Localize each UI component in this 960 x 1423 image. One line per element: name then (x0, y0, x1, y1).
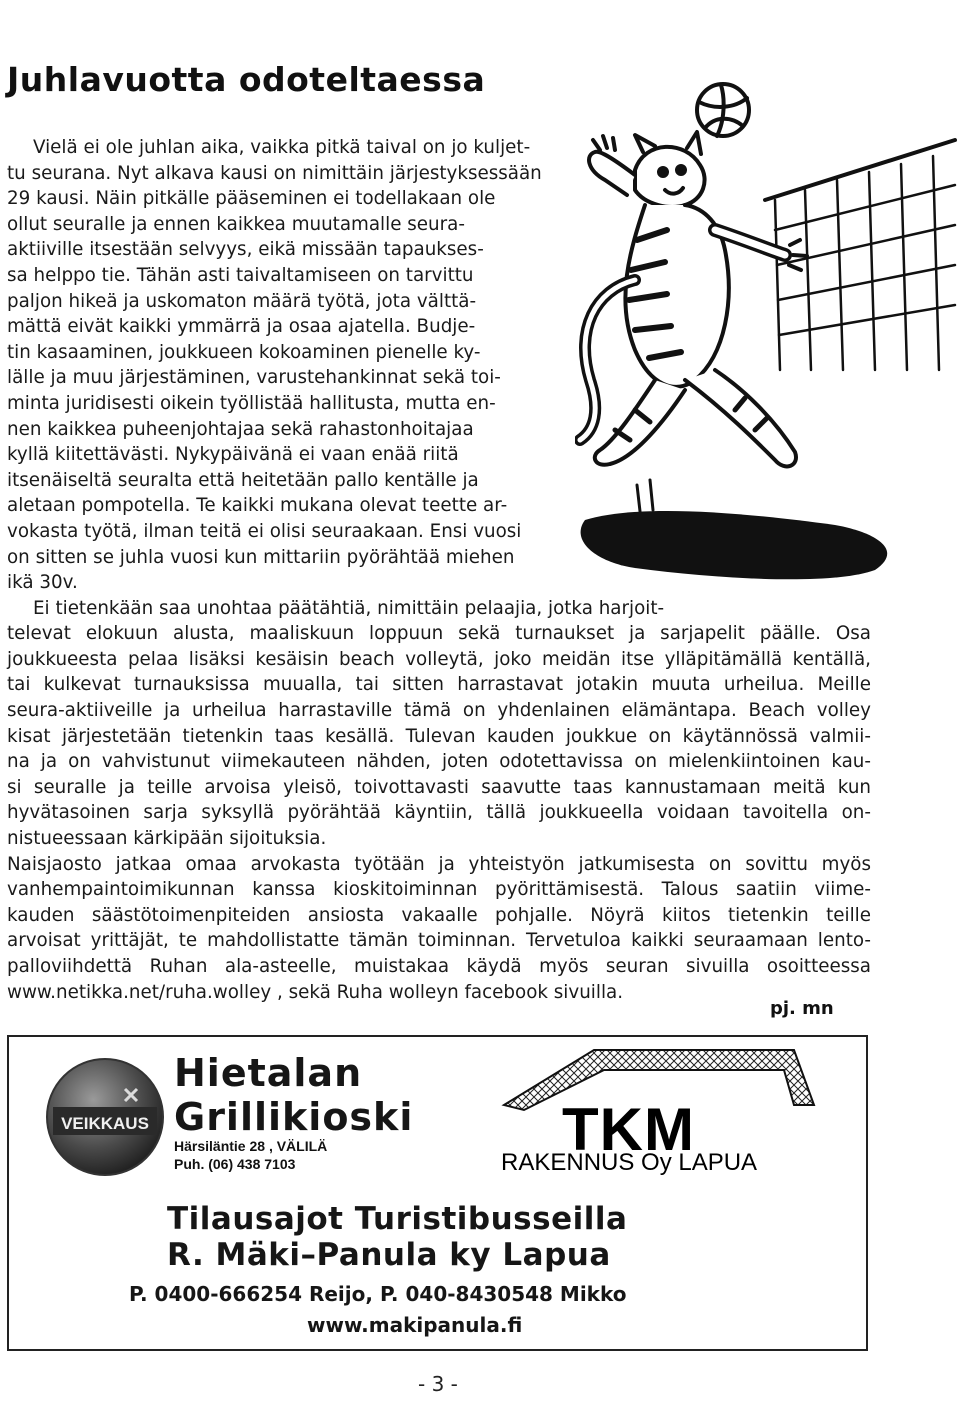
article-line: seura-aktiiveille ja urheilua harrastaville tämä on yhdenlainen elämäntapa. Beach volley (7, 700, 871, 722)
article-line: ikä 30v. (7, 572, 78, 594)
article-line: nistueessaan kärkipään sijoituksia. (7, 828, 327, 850)
article-line: arvoisat yrittäjät, te mahdollistatte tämän toiminnan. Tervetuloa kaikki seuraamaan lento- (7, 930, 871, 952)
article-line: televat elokuun alusta, maaliskuun loppuun sekä turnaukset ja sarjapelit päälle. Osa (7, 623, 871, 645)
article-line: Ei tietenkään saa unohtaa päätähtiä, nimittäin pelaajia, jotka harjoit- (33, 597, 665, 619)
signature: pj. mn (770, 998, 834, 1019)
article-title: Juhlavuotta odoteltaessa (7, 60, 486, 99)
article-line: kyllä kiitettävästi. Nykypäivänä ei vaan enää riitä (7, 444, 459, 466)
article-line: 29 kausi. Näin pitkälle pääseminen ei todellakaan ole (7, 188, 496, 210)
article-line: hyvätasoinen sarja syksyllä pyörähtää käyntiin, tällä joukkueella voidaan tavoitella on- (7, 802, 871, 824)
hietalan-contact (174, 1137, 327, 1173)
bus-ad-line2: R. Mäki–Panula ky Lapua (167, 1237, 611, 1273)
article-line: Vielä ei ole juhlan aika, vaikka pitkä taival on jo kuljet- (33, 137, 531, 158)
article-line: joukkueesta pelaa lisäksi kesäisin beach volleytä, joko meidän itse ylläpitämällä kentällä, (7, 648, 871, 670)
article-line: ollut seuralle ja ennen kaikkea muutamalle seura- (7, 213, 465, 235)
article-line: mättä eivät kaikki ymmärrä ja osaa ajatella. Budje- (7, 316, 476, 338)
veikkaus-logo-text: VEIKKAUS (61, 1114, 149, 1133)
article-line: on sitten se juhla vuosi kun mittariin pyörähtää miehen (7, 546, 515, 568)
bus-ad-line1: Tilausajot Turistibusseilla (167, 1201, 628, 1237)
article-line: tai kulkevat turnauksissa muualla, tai sitten harrastavat jotakin muuta urheilua. Meille (7, 674, 871, 696)
article-line: lälle ja muu järjestäminen, varustehankinnat sekä toi- (7, 367, 501, 389)
tkm-subtitle: RAKENNUS Oy LAPUA (501, 1149, 758, 1176)
article-line: na ja on vahvistunut viimekauteen nähden, joten odotettavissa on mielenkiintoinen kau- (7, 751, 871, 773)
article-line: palloviihdettä Ruhan ala-asteelle, muistakaa käydä myös seuran sivuilla osoitteessa (7, 956, 871, 977)
hietalan-name-line2: Grillikioski (174, 1095, 414, 1139)
article-line: minta juridisesti oikein työllistää hallitusta, mutta en- (7, 392, 496, 414)
article-line: si seuralle ja teille arvoisa yleisö, toivottavasti saavutte taas kannustamaan meitä kun (7, 776, 871, 798)
article-line: vokasta työtä, ilman teitä ei olisi seuraakaan. Ensi vuosi (7, 520, 522, 542)
article-line: kisat järjestetään tietenkin taas kesällä. Tulevan kauden joukkue on käytännössä valmii- (7, 725, 871, 747)
article-line: www.netikka.net/ruha.wolley , sekä Ruha wolleyn facebook sivuilla. (7, 981, 624, 1003)
article-line: paljon hikeä ja uskomaton määrä työtä, jota välttä- (7, 290, 477, 312)
article-line: itsenäiseltä seuralta että heitetään pallo kentälle ja (7, 469, 479, 491)
hietalan-name-line1: Hietalan (174, 1051, 363, 1095)
bus-ad-phones: P. 0400-666254 Reijo, P. 040-8430548 Mikko (129, 1282, 627, 1306)
article-line: kauden säästötoimenpiteiden ansiosta vakaalle pohjalle. Nöyrä kiitos tietenkin teille (7, 904, 871, 926)
article-line: sa helppo tie. Tähän asti taivaltamiseen on tarvittu (7, 264, 474, 286)
article-line: vanhempaintoimikunnan kanssa kioskitoiminnan pyörittämisestä. Talous saatiin viime- (7, 879, 871, 901)
tkm-logo: TKM (562, 1096, 695, 1163)
bus-ad-website[interactable]: www.makipanula.fi (307, 1313, 523, 1337)
article-line: aletaan pompotella. Te kaikki mukana olevat teette ar- (7, 495, 508, 517)
article-body (7, 135, 871, 1005)
article-line: Naisjaosto jatkaa omaa arvokasta työtään ja yhteistyön jatkumisesta on sovittu myös (7, 853, 871, 875)
hietalan-address: Härsiläntie 28 , VÄLILÄ (174, 1138, 328, 1154)
page-number: - 3 - (418, 1372, 458, 1396)
article-line: tu seurana. Nyt alkava kausi on nimittäin järjestyksessään (7, 162, 542, 184)
veikkaus-logo (45, 1057, 165, 1177)
hietalan-phone: Puh. (06) 438 7103 (174, 1156, 296, 1172)
hietalan-name (174, 1051, 413, 1139)
article-line: aktiiville itsestään selvyys, eikä missään tapaukses- (7, 239, 484, 261)
article-line: nen kaikkea puheenjohtajaa sekä rahastonhoitajaa (7, 418, 474, 440)
advertisement-box (7, 1035, 868, 1351)
article-line: tin kasaaminen, joukkueen kokoaminen pienelle ky- (7, 341, 481, 363)
